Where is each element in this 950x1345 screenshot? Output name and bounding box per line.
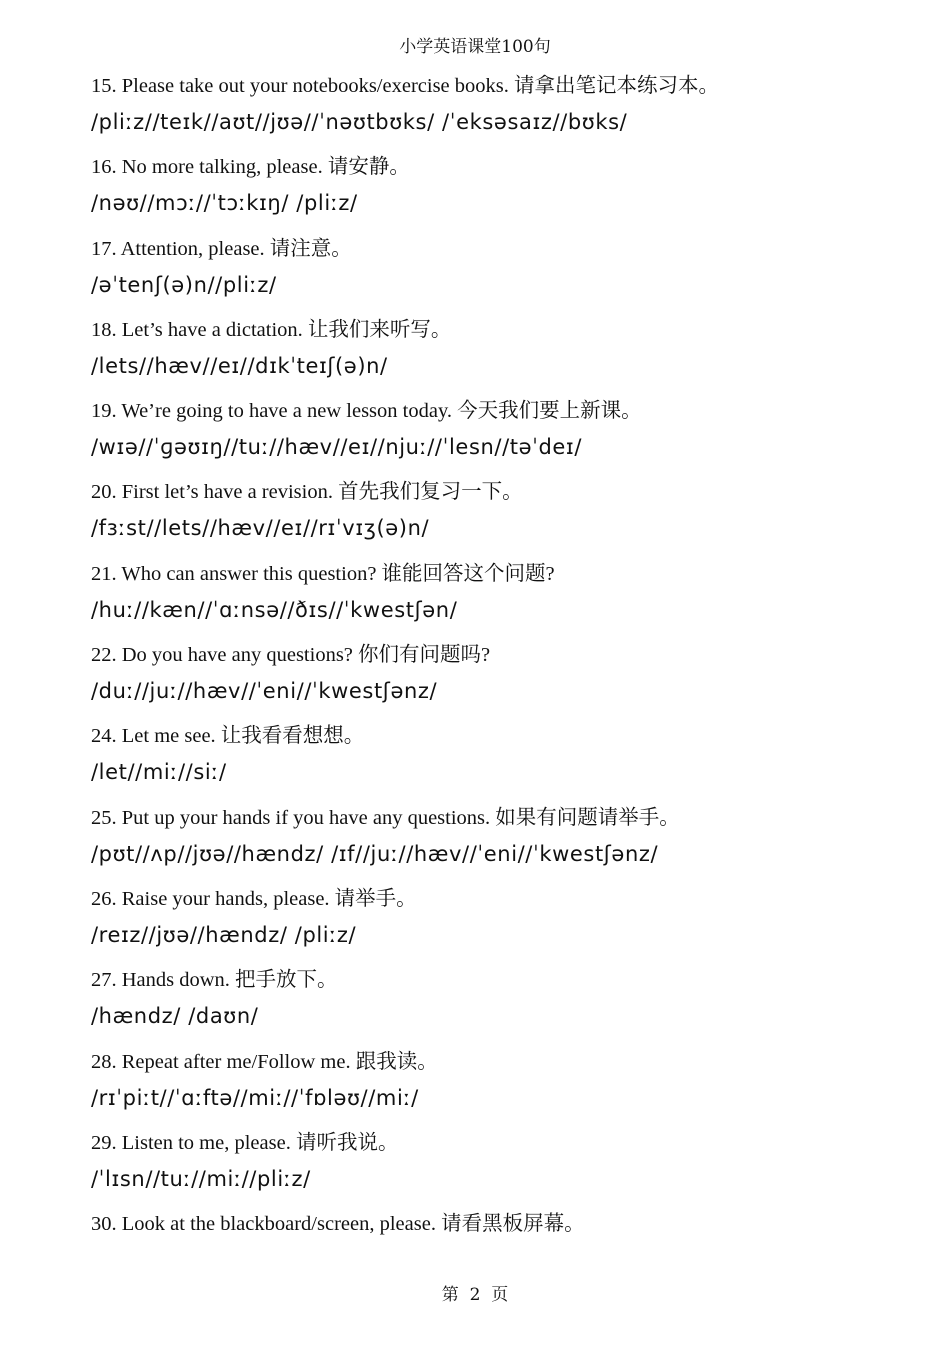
phonetic-text: /nəʊ//mɔː//ˈtɔːkɪŋ/ /pliːz/: [91, 191, 358, 216]
list-item: [91, 1210, 911, 1291]
list-item: [91, 316, 911, 397]
phonetic-text: /fɜːst//lets//hæv//eɪ//rɪˈvɪʒ(ə)n/: [91, 516, 430, 541]
phonetic-text: /hændz/ /daʊn/: [91, 1004, 259, 1029]
phonetic-text: /huː//kæn//ˈɑːnsə//ðɪs//ˈkwestʃən/: [91, 597, 458, 622]
list-item: [91, 885, 911, 966]
sentence-text: 27. Hands down. 把手放下。: [91, 969, 338, 992]
sentence-text: 22. Do you have any questions? 你们有问题吗?: [91, 644, 491, 667]
sentence-text: 15. Please take out your notebooks/exercise books. 请拿出笔记本练习本。: [91, 75, 720, 97]
phonetic-text: /ˈlɪsn//tuː//miː//pliːz/: [91, 1166, 311, 1191]
list-item: [91, 804, 911, 885]
list-item: [91, 72, 911, 153]
phonetic-text: /wɪə//ˈɡəʊɪŋ//tuː//hæv//eɪ//njuː//ˈlesn//təˈdeɪ/: [91, 435, 582, 460]
sentence-text: 29. Listen to me, please. 请听我说。: [91, 1131, 399, 1154]
list-item: [91, 966, 911, 1047]
phonetic-text: /rɪˈpiːt//ˈɑːftə//miː//ˈfɒləʊ//miː/: [91, 1085, 419, 1110]
list-item: [91, 478, 911, 559]
phonetic-text: /əˈtenʃ(ə)n//pliːz/: [91, 272, 277, 297]
list-item: [91, 1129, 911, 1210]
list-item: [91, 1048, 911, 1129]
phonetic-text: /pliːz//teɪk//aʊt//jʊə//ˈnəʊtbʊks/ /ˈeksəsaɪz//bʊks/: [91, 110, 628, 134]
list-item: [91, 153, 911, 234]
sentence-text: 25. Put up your hands if you have any questions. 如果有问题请举手。: [91, 806, 680, 829]
sentence-text: 16. No more talking, please. 请安静。: [91, 156, 410, 179]
sentence-text: 21. Who can answer this question? 谁能回答这个问题?: [91, 562, 555, 585]
phonetic-text: /pʊt//ʌp//jʊə//hændz/ /ɪf//juː//hæv//ˈeni//ˈkwestʃənz/: [91, 841, 659, 866]
phonetic-text: /lets//hæv//eɪ//dɪkˈteɪʃ(ə)n/: [91, 353, 388, 378]
sentence-text: 28. Repeat after me/Follow me. 跟我读。: [91, 1050, 438, 1073]
phonetic-text: /let//miː//siː/: [91, 760, 227, 785]
list-item: [91, 397, 911, 478]
sentence-list: [91, 72, 911, 1291]
sentence-text: 26. Raise your hands, please. 请举手。: [91, 887, 417, 910]
phonetic-text: /duː//juː//hæv//ˈeni//ˈkwestʃənz/: [91, 679, 438, 704]
sentence-text: 18. Let’s have a dictation. 让我们来听写。: [91, 318, 452, 341]
phonetic-text: /reɪz//jʊə//hændz/ /pliːz/: [91, 922, 357, 947]
sentence-text: 19. We’re going to have a new lesson today. 今天我们要上新课。: [91, 400, 642, 423]
sentence-text: 30. Look at the blackboard/screen, please. 请看黑板屏幕。: [91, 1213, 585, 1236]
sentence-text: 17. Attention, please. 请注意。: [91, 237, 352, 260]
page-header-title: 小学英语课堂100句: [399, 37, 551, 57]
list-item: [91, 235, 911, 316]
list-item: [91, 560, 911, 641]
page-number: 第 2 页: [441, 1285, 509, 1305]
sentence-text: 20. First let’s have a revision. 首先我们复习一下。: [91, 481, 523, 504]
sentence-text: 24. Let me see. 让我看看想想。: [91, 725, 365, 748]
list-item: [91, 722, 911, 803]
list-item: [91, 641, 911, 722]
